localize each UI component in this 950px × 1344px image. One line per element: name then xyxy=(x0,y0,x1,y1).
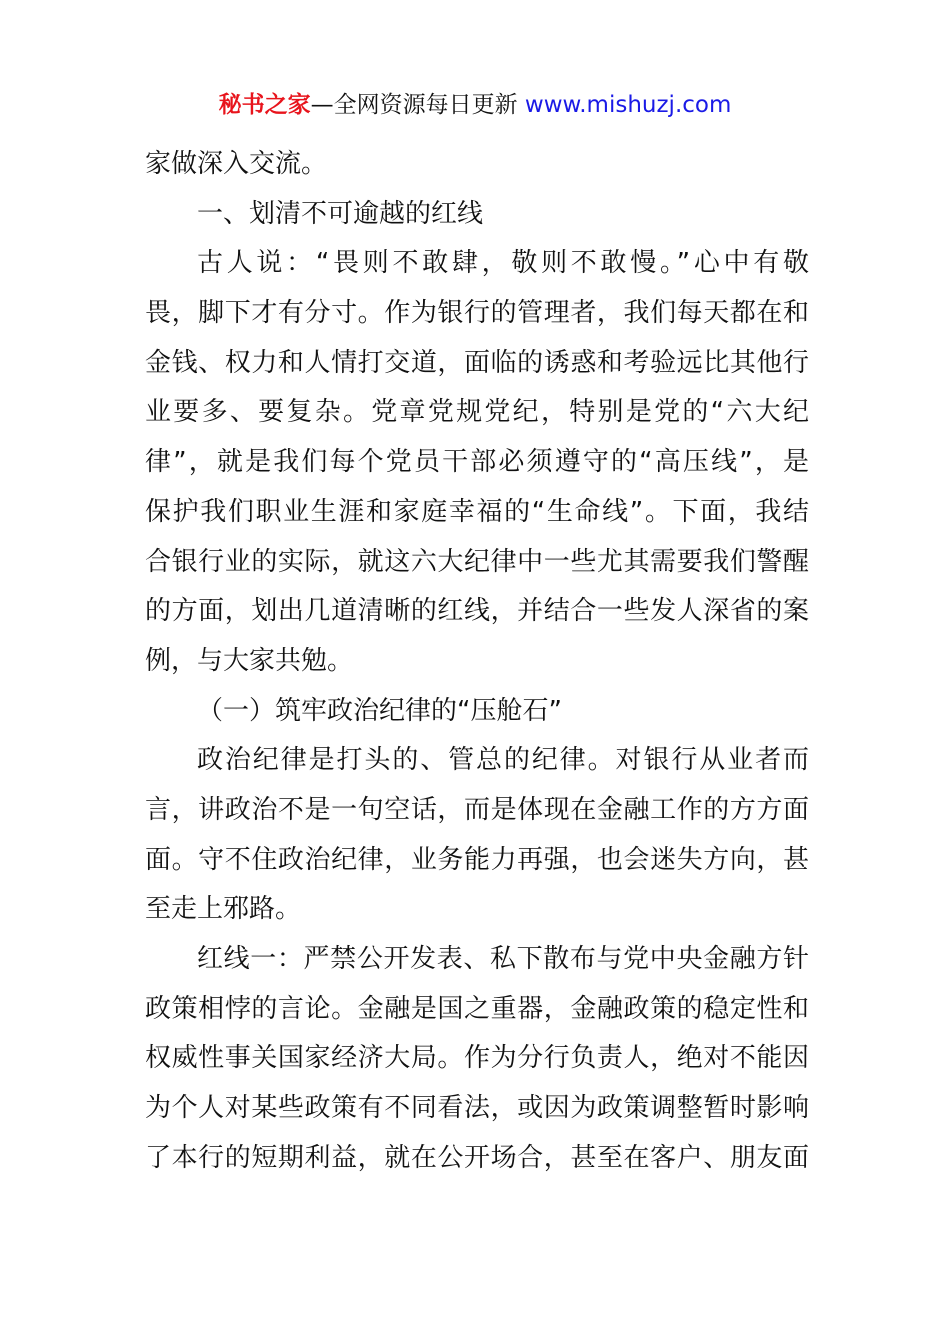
site-brand: 秘书之家 xyxy=(218,92,311,118)
paragraph-line: 律”，就是我们每个党员干部必须遵守的“高压线”，是 xyxy=(145,447,809,478)
paragraph-line: 家做深入交流。 xyxy=(145,149,328,179)
paragraph-line: 金钱、权力和人情打交道，面临的诱惑和考验远比其他行 xyxy=(145,347,809,378)
paragraph-line: 了本行的短期利益，就在公开场合，甚至在客户、朋友面 xyxy=(145,1142,809,1173)
paragraph-line: 例，与大家共勉。 xyxy=(145,645,354,676)
paragraph-line: 红线一：严禁公开发表、私下散布与党中央金融方针 xyxy=(197,944,809,974)
site-url-link[interactable]: www.mishuzj.com xyxy=(524,92,732,118)
paragraph-line: 政治纪律是打头的、管总的纪律。对银行从业者而 xyxy=(197,745,809,776)
site-header xyxy=(0,88,950,122)
site-tagline: —全网资源每日更新 xyxy=(310,92,525,118)
paragraph-line: 面。守不住政治纪律，业务能力再强，也会迷失方向，甚 xyxy=(145,844,809,875)
paragraph-line: 古人说：“畏则不敢肆，敬则不敢慢。”心中有敬 xyxy=(197,248,809,279)
paragraph-line: 政策相悖的言论。金融是国之重器，金融政策的稳定性和 xyxy=(145,993,809,1024)
section-heading: 一、划清不可逾越的红线 xyxy=(197,198,484,229)
paragraph-line: 业要多、要复杂。党章党规党纪，特别是党的“六大纪 xyxy=(145,397,809,428)
paragraph-line: 保护我们职业生涯和家庭幸福的“生命线”。下面，我结 xyxy=(145,496,809,527)
paragraph-line: 权威性事关国家经济大局。作为分行负责人，绝对不能因 xyxy=(145,1043,809,1074)
paragraph-line: 至走上邪路。 xyxy=(145,894,302,925)
paragraph-line: 为个人对某些政策有不同看法，或因为政策调整暂时影响 xyxy=(145,1093,809,1124)
paragraph-line: 畏，脚下才有分寸。作为银行的管理者，我们每天都在和 xyxy=(145,298,809,329)
subsection-heading: （一）筑牢政治纪律的“压舱石” xyxy=(197,695,562,726)
document-body xyxy=(145,140,809,1183)
paragraph-line: 的方面，划出几道清晰的红线，并结合一些发人深省的案 xyxy=(145,596,809,627)
paragraph-line: 合银行业的实际，就这六大纪律中一些尤其需要我们警醒 xyxy=(145,546,809,577)
paragraph-line: 言，讲政治不是一句空话，而是体现在金融工作的方方面 xyxy=(145,794,809,825)
